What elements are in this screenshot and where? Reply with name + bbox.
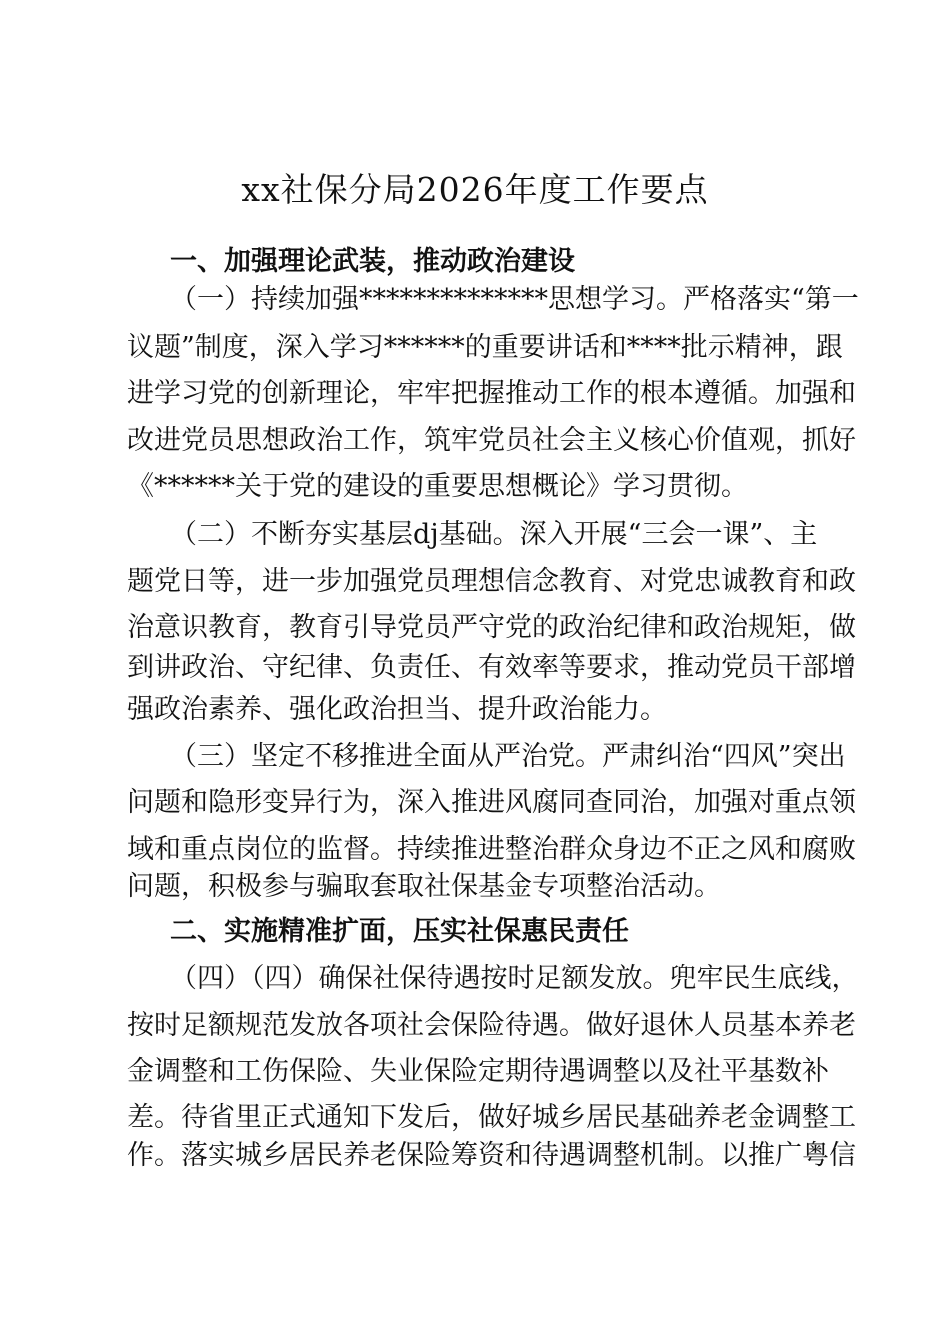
section-heading-2: 二、实施精准扩面，压实社保惠民责任: [170, 916, 629, 947]
paragraph-line: 金调整和工伤保险、失业保险定期待遇调整以及社平基数补: [127, 1056, 829, 1087]
paragraph-line: （一）持续加强**************思想学习。严格落实“第一: [170, 284, 859, 315]
document-title: xx社保分局2026年度工作要点: [241, 170, 709, 209]
paragraph-line: （二）不断夯实基层dj基础。深入开展“三会一课”、主: [170, 519, 818, 550]
section-heading-1: 一、加强理论武装，推动政治建设: [170, 246, 575, 277]
paragraph-line: 治意识教育，教育引导党员严守党的政治纪律和政治规矩，做: [127, 612, 856, 643]
paragraph-line: 议题”制度，深入学习******的重要讲话和****批示精神，跟: [127, 332, 843, 363]
paragraph-line: 进学习党的创新理论，牢牢把握推动工作的根本遵循。加强和: [127, 378, 856, 409]
paragraph-line: 作。落实城乡居民养老保险筹资和待遇调整机制。以推广粤信: [127, 1140, 856, 1171]
paragraph-line: 按时足额规范发放各项社会保险待遇。做好退休人员基本养老: [127, 1010, 856, 1041]
paragraph-line: 域和重点岗位的监督。持续推进整治群众身边不正之风和腐败: [127, 834, 856, 865]
paragraph-line: 改进党员思想政治工作，筑牢党员社会主义核心价值观，抓好: [127, 425, 856, 456]
paragraph-line: 强政治素养、强化政治担当、提升政治能力。: [127, 694, 667, 725]
paragraph-line: 到讲政治、守纪律、负责任、有效率等要求，推动党员干部增: [127, 652, 856, 683]
paragraph-line: 问题和隐形变异行为，深入推进风腐同查同治，加强对重点领: [127, 787, 856, 818]
paragraph-line: 题党日等，进一步加强党员理想信念教育、对党忠诚教育和政: [127, 566, 856, 597]
paragraph-line: 问题，积极参与骗取套取社保基金专项整治活动。: [127, 871, 721, 902]
paragraph-line: 《******关于党的建设的重要思想概论》学习贯彻。: [127, 471, 748, 502]
paragraph-line: （四）（四）确保社保待遇按时足额发放。兜牢民生底线，: [170, 963, 859, 994]
paragraph-line: 差。待省里正式通知下发后，做好城乡居民基础养老金调整工: [127, 1102, 856, 1133]
paragraph-line: （三）坚定不移推进全面从严治党。严肃纠治“四风”突出: [170, 741, 846, 772]
